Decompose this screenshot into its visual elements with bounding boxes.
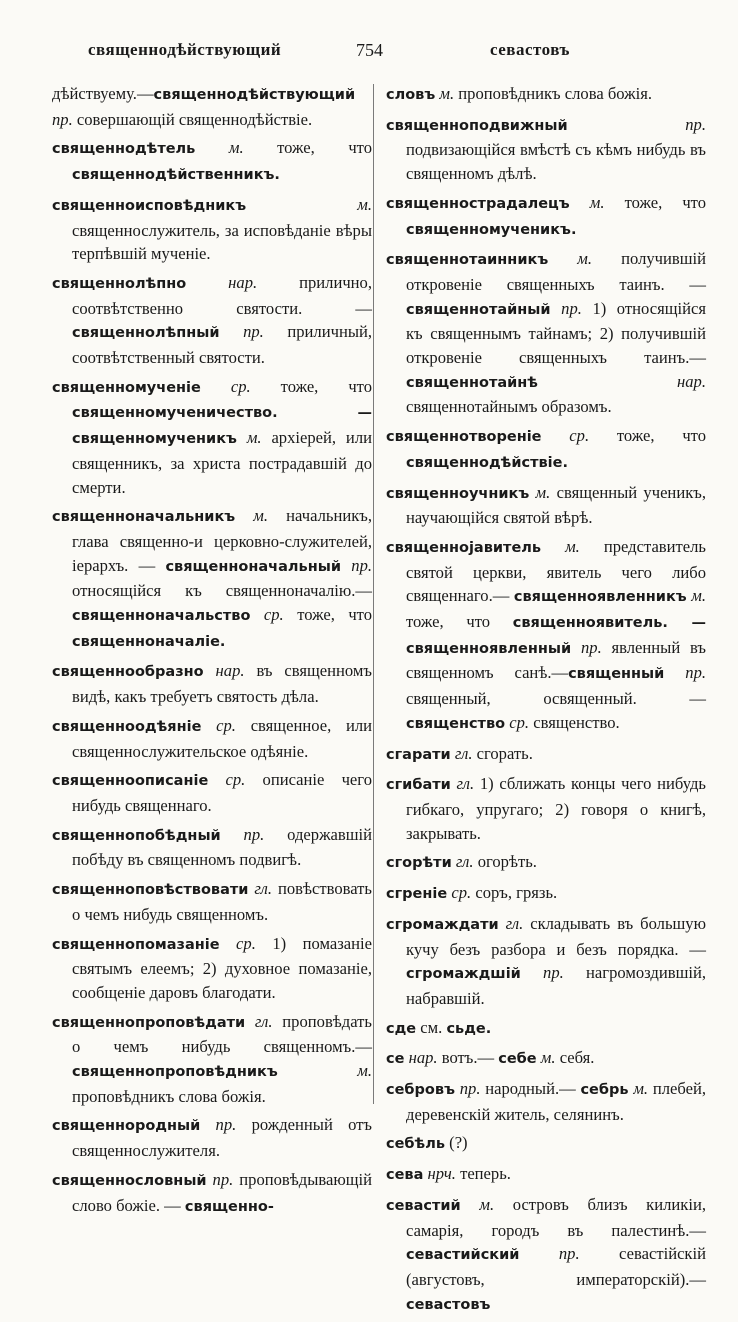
- headword: се: [386, 1051, 405, 1068]
- dictionary-entry: [52, 1010, 372, 1109]
- headword: себрь: [580, 1082, 629, 1099]
- definition-text: нагромоздившій, набравшій.: [406, 963, 706, 1008]
- grammar-label: пр.: [664, 663, 707, 683]
- grammar-label: м.: [529, 482, 557, 502]
- dictionary-entry: [52, 932, 372, 1005]
- definition-text: въ священномъ видѣ, какъ требуетъ святость дѣла.: [72, 661, 372, 707]
- headword: священноповѣствовати: [52, 882, 249, 899]
- headword: священноявленникъ: [513, 589, 687, 606]
- grammar-label: ср.: [447, 883, 476, 903]
- grammar-label: пр.: [454, 1079, 486, 1099]
- headword: священнодѣтель: [52, 141, 196, 158]
- dictionary-entry: [386, 535, 706, 737]
- headword: священнострадалецъ: [386, 195, 570, 212]
- headword: священнородный: [52, 1118, 201, 1135]
- grammar-label: м.: [628, 1079, 653, 1099]
- grammar-label: ср.: [541, 426, 617, 446]
- headword: священноисповѣдникъ: [52, 197, 247, 214]
- definition-text: тоже, что: [280, 376, 372, 396]
- headword: себе: [498, 1051, 537, 1068]
- headword: священнословный: [52, 1172, 207, 1189]
- definition-text: плебей, деревенскій житель, селянинъ.: [406, 1079, 706, 1124]
- definition-text: сгорать.: [476, 743, 533, 763]
- dictionary-entry: [386, 850, 706, 876]
- definition-text: см.: [416, 1017, 447, 1037]
- dictionary-entry: [52, 1168, 372, 1219]
- grammar-label: пр.: [52, 109, 77, 129]
- grammar-label: пр.: [550, 298, 593, 318]
- running-header: [58, 40, 700, 68]
- grammar-label: гл.: [450, 774, 480, 794]
- grammar-label: пр.: [200, 1115, 252, 1135]
- grammar-label: ср.: [208, 770, 263, 790]
- headword: себровъ: [386, 1082, 455, 1099]
- headword: севастовъ: [406, 1296, 491, 1313]
- definition-text: огорѣть.: [477, 852, 537, 872]
- definition-text: рожденный отъ священнослужителя.: [72, 1115, 372, 1161]
- dictionary-entry: [386, 1162, 706, 1188]
- definition-text: 1) помазаніе святымъ елеемъ; 2) духовное помазаніе, сообщеніе даровъ благодати.: [72, 933, 372, 1002]
- dictionary-entry: [52, 271, 372, 370]
- headword: севастийский: [406, 1247, 520, 1264]
- definition-text: проповѣдникъ слова божія.: [72, 1086, 266, 1106]
- dictionary-entry: [386, 1016, 706, 1042]
- grammar-label: м.: [236, 428, 272, 448]
- grammar-label: м.: [460, 1194, 513, 1214]
- right-column: [386, 82, 706, 1322]
- definition-text: относящійся къ священноначалію.—: [72, 581, 372, 601]
- grammar-label: пр.: [571, 637, 612, 657]
- column-divider: [373, 84, 374, 1104]
- headword: священнотайнѣ: [406, 374, 538, 391]
- left-column: [52, 82, 372, 1224]
- dictionary-entry: [386, 247, 706, 419]
- definition-text: повѣствовать о чемъ нибудь священномъ.: [72, 879, 372, 924]
- definition-text: севастійскій (августовъ, императорскій).—: [406, 1244, 706, 1289]
- definition-text: священство.: [533, 712, 620, 732]
- definition-text: явленный въ священномъ санѣ.—: [406, 637, 706, 683]
- grammar-label: пр.: [219, 322, 288, 342]
- grammar-label: пр.: [519, 1244, 620, 1264]
- definition-text: священное, или священнослужительское одѣяніе.: [72, 715, 372, 761]
- definition-text: проповѣдникъ слова божія.: [458, 84, 653, 103]
- dictionary-entry: [386, 881, 706, 907]
- headword: священнолѣпно: [52, 275, 187, 292]
- dictionary-entry: [386, 1077, 706, 1126]
- grammar-label: м.: [548, 249, 622, 269]
- dictionary-entry: [52, 504, 372, 654]
- headword: сьде.: [446, 1020, 492, 1037]
- headword: сгреніе: [386, 886, 448, 903]
- headword: сгарати: [386, 746, 451, 763]
- grammar-label: гл.: [498, 913, 531, 933]
- dictionary-entry: [386, 191, 706, 242]
- grammar-label: ср.: [250, 605, 298, 625]
- definition-text: подвизающійся вмѣстѣ съ кѣмъ нибудь въ священномъ дѣлѣ.: [406, 140, 706, 184]
- dictionary-entry: [52, 768, 372, 817]
- grammar-label: м.: [569, 192, 625, 212]
- dictionary-entry: [386, 1193, 706, 1318]
- headword: священноучникъ: [386, 485, 530, 502]
- page-number: 754: [356, 40, 383, 60]
- definition-text: священный ученикъ, научающійся святой вѣрѣ.: [406, 482, 706, 528]
- definition-text: вотъ.—: [441, 1048, 499, 1068]
- dictionary-entry: [52, 82, 372, 131]
- headword: священноначальникъ: [52, 509, 236, 526]
- grammar-label: м.: [536, 1048, 560, 1068]
- grammar-label: пр.: [567, 114, 706, 134]
- dictionary-entry: [52, 193, 372, 266]
- grammar-label: нар.: [186, 272, 300, 292]
- definition-text: соръ, грязь.: [475, 883, 558, 903]
- definition-text: тоже, что: [616, 426, 707, 446]
- headword: священно-: [184, 1198, 274, 1215]
- headword: священнодѣйствіе.: [406, 454, 568, 471]
- definition-text: получившій откровеніе священныхъ таинъ. —: [406, 249, 706, 294]
- definition-text: приличный, соотвѣтственный святости.: [72, 322, 372, 368]
- grammar-label: м.: [541, 536, 604, 556]
- definition-text: проповѣдывающій слово божіе. —: [72, 1169, 372, 1215]
- dictionary-entry: [52, 1113, 372, 1162]
- headword: священный: [568, 666, 665, 683]
- headword: священнолѣпный: [72, 325, 220, 342]
- grammar-label: гл.: [245, 1011, 283, 1031]
- headword: священномученикъ.: [406, 221, 577, 238]
- headword: священнотвореніе: [386, 429, 542, 446]
- headword: священномученичество. — священномученикъ: [72, 405, 372, 448]
- definition-text: архіерей, или священникъ, за христа пострадавшій до смерти.: [72, 428, 372, 497]
- headword: священномученіе: [52, 379, 201, 396]
- definition-text: 1) сближать концы чего нибудь гибкаго, упругаго; 2) говоря о книгѣ, закрывать.: [406, 774, 706, 843]
- headword: сде: [386, 1020, 417, 1037]
- definition-text: островъ близъ киликіи, самарія, городъ въ палестинѣ.—: [406, 1194, 706, 1240]
- dictionary-entry: [52, 659, 372, 708]
- headword: священнодѣйственникъ.: [72, 167, 280, 184]
- grammar-label: ср.: [219, 933, 273, 953]
- grammar-label: пр.: [220, 824, 288, 844]
- definition-text: складывать въ большую кучу безъ разбора и безъ порядка. —: [406, 913, 706, 959]
- dictionary-entry: [386, 912, 706, 1011]
- dictionary-entry: [386, 772, 706, 845]
- grammar-label: ср.: [200, 376, 281, 396]
- grammar-label: пр.: [206, 1169, 240, 1189]
- grammar-label: гл.: [248, 879, 278, 899]
- definition-text: священнотайнымъ образомъ.: [406, 397, 612, 417]
- headword: севастий: [386, 1197, 461, 1214]
- headword: себѣль: [386, 1136, 446, 1153]
- definition-text: начальникъ, глава священно-и церковно-служителей, іерархъ. —: [72, 506, 372, 575]
- headword: сгибати: [386, 777, 451, 794]
- headword: сгорѣти: [386, 855, 452, 872]
- definition-text: тоже, что: [277, 138, 372, 158]
- grammar-label: м.: [435, 84, 459, 103]
- headword: священнопроповѣдати: [52, 1014, 246, 1031]
- dictionary-entry: [52, 877, 372, 926]
- dictionary-entry: [386, 113, 706, 186]
- definition-text: 1) относящійся къ священнымъ тайнамъ; 2) получившій откровеніе священныхъ таинъ.—: [406, 298, 706, 368]
- headword: сгромаждшій: [406, 966, 521, 983]
- headword: священнообразно: [52, 664, 204, 681]
- dictionary-entry: [52, 714, 372, 763]
- headword: священнотайный: [406, 301, 551, 318]
- headword: священнотаинникъ: [386, 252, 549, 269]
- grammar-label: пр.: [520, 963, 587, 983]
- dictionary-entry: [386, 424, 706, 475]
- grammar-label: гл.: [450, 743, 477, 763]
- header-left-guide-word: священнодѣйствующий: [88, 40, 282, 59]
- headword: словъ: [386, 87, 436, 103]
- dictionary-entry: [386, 481, 706, 530]
- definition-text: представитель святой церкви, явитель чего либо священнаго.—: [406, 536, 706, 606]
- grammar-label: м.: [235, 506, 287, 526]
- definition-text: народный.—: [485, 1079, 581, 1099]
- headword: священноначаліе.: [72, 633, 226, 650]
- definition-text: проповѣдать о чемъ нибудь священномъ.—: [72, 1011, 372, 1057]
- header-right-guide-word: севастовъ: [490, 40, 570, 59]
- headword: священноначальный: [165, 558, 342, 575]
- definition-text: теперь.: [460, 1164, 511, 1184]
- headword: священнојавитель: [386, 539, 542, 556]
- definition-text: священнослужитель, за исповѣданіе вѣры терпѣвшій мученіе.: [72, 220, 372, 264]
- dictionary-entry: [52, 823, 372, 872]
- dictionary-entry: [52, 375, 372, 500]
- definition-text: себя.: [559, 1048, 595, 1068]
- headword: священнодѣйствующий: [153, 87, 356, 103]
- dictionary-entry: [386, 742, 706, 768]
- definition-text: одержавшій побѣду въ священномъ подвигѣ.: [72, 824, 372, 870]
- headword: священноодѣяніе: [52, 718, 202, 735]
- grammar-label: пр.: [341, 555, 373, 575]
- definition-text: тоже, что: [406, 612, 513, 632]
- grammar-label: гл.: [451, 852, 478, 872]
- headword: священнопомазаніе: [52, 936, 220, 953]
- headword: сева: [386, 1167, 424, 1184]
- grammar-label: нрч.: [423, 1164, 461, 1184]
- definition-text: тоже, что: [297, 605, 373, 625]
- headword: священнопроповѣдникъ: [72, 1064, 278, 1081]
- definition-text: дѣйствуему.—: [52, 84, 154, 103]
- headword: священноначальство: [72, 608, 251, 625]
- headword: священноподвижный: [386, 117, 568, 134]
- grammar-label: ср.: [201, 715, 251, 735]
- grammar-label: нар.: [537, 371, 706, 391]
- definition-text: священный, освященный. —: [406, 689, 706, 709]
- dictionary-entry: [52, 136, 372, 187]
- headword: сгромаждати: [386, 916, 499, 933]
- definition-text: совершающій священнодѣйствіе.: [76, 109, 313, 129]
- definition-text: тоже, что: [624, 192, 706, 212]
- grammar-label: нар.: [203, 661, 257, 681]
- dictionary-entry: [386, 82, 706, 108]
- definition-text: описаніе чего нибудь священнаго.: [72, 770, 372, 815]
- definition-text: (?): [445, 1133, 468, 1153]
- dictionary-entry: [386, 1046, 706, 1072]
- definition-text: прилично, соотвѣтственно святости. —: [72, 272, 372, 318]
- grammar-label: нар.: [404, 1048, 442, 1068]
- grammar-label: м.: [686, 586, 706, 606]
- headword: священноописаніе: [52, 773, 209, 790]
- headword: священнопобѣдный: [52, 827, 221, 844]
- grammar-label: м.: [277, 1061, 372, 1081]
- grammar-label: м.: [246, 194, 372, 214]
- grammar-label: м.: [195, 138, 278, 158]
- headword: священноявитель. — священноявленный: [406, 615, 706, 657]
- dictionary-entry: [386, 1131, 706, 1157]
- grammar-label: ср.: [505, 712, 534, 732]
- headword: священство: [406, 715, 506, 732]
